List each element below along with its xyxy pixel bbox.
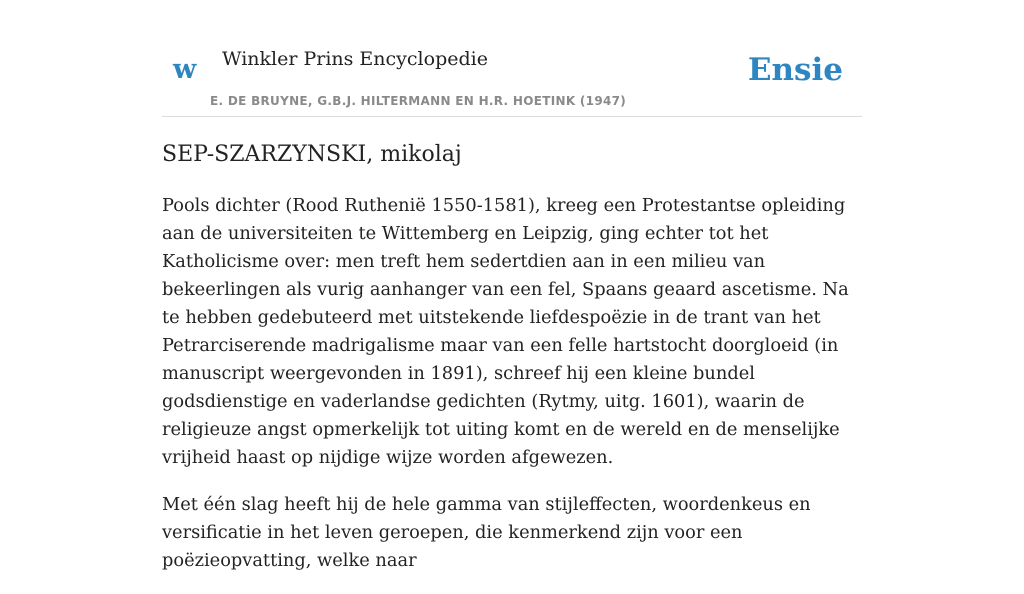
entry-body [162, 192, 866, 594]
site-header [162, 0, 862, 117]
page [162, 0, 862, 571]
brand-logo[interactable]: Ensie [747, 52, 843, 88]
logo-icon[interactable]: w [173, 54, 197, 85]
entry-title: SEP-SZARZYNSKI, mikolaj [162, 142, 462, 167]
entry-paragraph-2: Met één slag heeft hij de hele gamma van stijleffecten, woordenkeus en versificatie in het leven geroepen, die kenmerkend zijn voor een poëzieopvatting, welke naar [162, 494, 811, 571]
entry-paragraph-1: Pools dichter (Rood Ruthenië 1550-1581), kreeg een Protestantse opleiding aan de universiteiten te Wittemberg en Leipzig, ging echter tot het Katholicisme over: men treft hem sedertdien aan in een milieu van bekeerlingen als vurig aanhanger van een fel, Spaans geaard ascetisme. Na te hebben gedebuteerd met uitstekende liefdespoëzie in de trant van het Petrarciserende madrigalisme maar van een felle hartstocht doorgloeid (in manuscript weergevonden in 1891), schreef hij een kleine bundel godsdienstige en vaderlandse gedichten (Rytmy, uitg. 1601), waarin de religieuze angst opmerkelijk tot uiting komt en de wereld en de menselijke vrijheid haast op nijdige wijze worden afgewezen. [162, 195, 849, 468]
publication-title[interactable]: Winkler Prins Encyclopedie [222, 48, 488, 70]
publication-authors: E. DE BRUYNE, G.B.J. HILTERMANN EN H.R. HOETINK (1947) [210, 94, 627, 108]
